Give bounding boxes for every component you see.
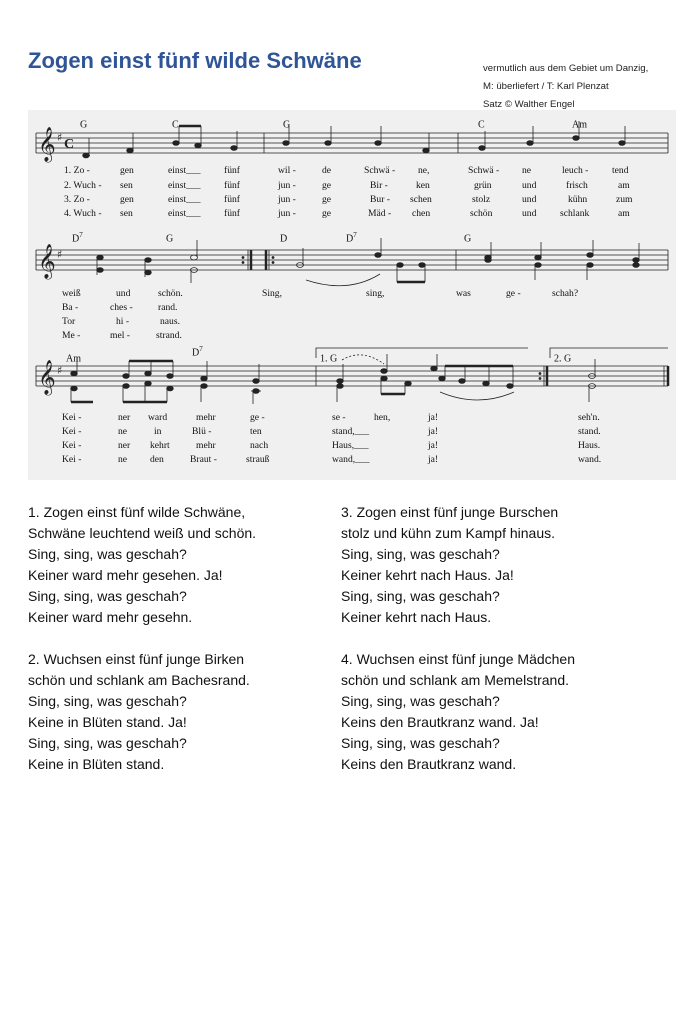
lyric-syllable: frisch xyxy=(566,180,588,191)
chord-symbol: D xyxy=(280,233,288,245)
lyric-syllable: ner xyxy=(118,412,131,423)
lyric-syllable: stand. xyxy=(578,426,601,437)
verse-2 xyxy=(28,649,250,775)
verse-line: Sing, sing, was geschah? xyxy=(28,588,187,604)
lyric-syllable: chen xyxy=(412,208,431,219)
lyric-syllable: schön. xyxy=(158,288,183,299)
lyric-syllable: Ba - xyxy=(62,302,79,313)
lyric-syllable: 3. Zo - xyxy=(64,194,90,205)
chord-symbol: G xyxy=(80,119,88,131)
lyric-syllable: ge - xyxy=(506,288,521,299)
lyric-syllable: ner xyxy=(118,440,131,451)
lyric-syllable: fünf xyxy=(224,208,240,219)
lyric-row-verse-2 xyxy=(28,302,676,316)
verse-line: Keins den Brautkranz wand. xyxy=(341,756,517,772)
chord-symbol: $D^7$ xyxy=(192,345,203,359)
lyric-row-verse-1 xyxy=(28,288,676,302)
lyric-syllable: Mäd - xyxy=(368,208,392,219)
lyric-syllable: ja! xyxy=(428,426,439,437)
lyric-syllable: fünf xyxy=(224,180,240,191)
lyric-syllable: de xyxy=(322,165,332,176)
lyric-syllable: strand. xyxy=(156,330,182,341)
lyric-row-verse-3 xyxy=(28,316,676,330)
lyric-syllable: ge - xyxy=(250,412,265,423)
lyric-syllable: se - xyxy=(332,412,346,423)
lyric-syllable: sen xyxy=(120,208,133,219)
lyric-syllable: mehr xyxy=(196,440,216,451)
chord-symbol: $D^7$ xyxy=(346,231,357,245)
staff-system-1 xyxy=(28,110,676,228)
verse-line: 2. Wuchsen einst fünf junge Birken xyxy=(28,651,245,667)
svg-text:♯: ♯ xyxy=(57,131,63,144)
verse-1 xyxy=(28,502,256,628)
lyric-syllable: Kei - xyxy=(62,454,82,465)
lyric-syllable: ja! xyxy=(428,440,439,451)
verse-line: Sing, sing, was geschah? xyxy=(28,693,187,709)
lyric-syllable: hi - xyxy=(116,316,130,327)
svg-text:𝄞: 𝄞 xyxy=(38,244,56,279)
lyric-row-verse-3 xyxy=(28,194,676,208)
verse-line: Keiner kehrt nach Haus. xyxy=(341,609,492,625)
verse-line: Sing, sing, was geschah? xyxy=(341,693,500,709)
lyric-syllable: 4. Wuch - xyxy=(64,208,102,219)
lyric-syllable: strauß xyxy=(246,454,270,465)
lyric-syllable: Schwä - xyxy=(364,165,396,176)
lyric-syllable: ja! xyxy=(428,454,439,465)
credits-origin: vermutlich aus dem Gebiet um Danzig, xyxy=(483,63,649,74)
lyric-row-verse-1 xyxy=(28,412,676,426)
lyric-syllable: am xyxy=(618,208,630,219)
verse-line: Keiner ward mehr gesehn. xyxy=(28,609,193,625)
lyric-syllable: nach xyxy=(250,440,269,451)
credits xyxy=(483,60,678,114)
lyric-syllable: ge xyxy=(322,194,332,205)
credits-music-text: M: überliefert / T: Karl Plenzat xyxy=(483,81,609,92)
chord-symbol: Am xyxy=(572,119,587,131)
lyric-syllable: Bur - xyxy=(370,194,390,205)
lyric-syllable: einst___ xyxy=(168,194,201,205)
lyric-syllable: sen xyxy=(120,180,133,191)
lyric-syllable: kehrt xyxy=(150,440,170,451)
lyric-syllable: und xyxy=(522,194,537,205)
chord-symbol: G xyxy=(166,233,174,245)
lyric-row-verse-4 xyxy=(28,208,676,222)
chord-symbol: C xyxy=(478,119,485,131)
lyric-syllable: fünf xyxy=(224,165,240,176)
lyric-syllable: seh'n. xyxy=(578,412,600,423)
lyric-syllable: 2. Wuch - xyxy=(64,180,102,191)
lyric-syllable: schön xyxy=(470,208,493,219)
lyric-syllable: Sing, xyxy=(262,288,282,299)
verse-line: Keine in Blüten stand. xyxy=(28,756,165,772)
lyric-syllable: wil - xyxy=(278,165,296,176)
lyric-syllable: schah? xyxy=(552,288,579,299)
lyric-syllable: rand. xyxy=(158,302,178,313)
song-title: Zogen einst fünf wilde Schwäne xyxy=(28,48,362,73)
lyric-syllable: fünf xyxy=(224,194,240,205)
lyric-syllable: kühn xyxy=(568,194,588,205)
lyric-syllable: ne xyxy=(118,454,128,465)
verse-line: schön und schlank am Memelstrand. xyxy=(341,672,569,688)
staff-system-3 xyxy=(28,346,676,480)
lyric-syllable: und xyxy=(116,288,131,299)
lyric-syllable: Me - xyxy=(62,330,81,341)
lyric-syllable: ten xyxy=(250,426,262,437)
lyric-row-verse-4 xyxy=(28,330,676,344)
lyric-syllable: jun - xyxy=(278,180,296,191)
svg-text:♯: ♯ xyxy=(57,364,63,377)
lyric-syllable: Braut - xyxy=(190,454,217,465)
lyric-syllable: ne, xyxy=(418,165,430,176)
lyric-syllable: wand,___ xyxy=(332,454,370,465)
ending-1-label: 1. G xyxy=(320,353,338,365)
lyric-syllable: hen, xyxy=(374,412,391,423)
time-signature: C xyxy=(64,137,75,152)
lyric-syllable: Schwä - xyxy=(468,165,500,176)
lyric-syllable: einst___ xyxy=(168,165,201,176)
svg-text:𝄞: 𝄞 xyxy=(38,360,56,395)
lyric-row-verse-2 xyxy=(28,180,676,194)
verse-line: Sing, sing, was geschah? xyxy=(341,546,500,562)
verse-line: Keiner kehrt nach Haus. Ja! xyxy=(341,567,514,583)
lyric-syllable: Kei - xyxy=(62,412,82,423)
chord-symbol: Am xyxy=(66,353,81,365)
verse-4 xyxy=(341,649,575,775)
lyric-syllable: am xyxy=(618,180,630,191)
chord-symbol: G xyxy=(464,233,472,245)
lyric-syllable: einst___ xyxy=(168,180,201,191)
ending-2-label: 2. G xyxy=(554,353,572,365)
lyric-syllable: ken xyxy=(416,180,430,191)
lyric-syllable: naus. xyxy=(160,316,180,327)
lyric-syllable: ne xyxy=(118,426,128,437)
lyric-syllable: schlank xyxy=(560,208,590,219)
lyric-syllable: jun - xyxy=(278,194,296,205)
lyric-syllable: tend xyxy=(612,165,629,176)
lyric-syllable: ches - xyxy=(110,302,133,313)
credits-arrangement: Satz © Walther Engel xyxy=(483,99,575,110)
lyric-row-verse-4 xyxy=(28,454,676,468)
staff-system-2 xyxy=(28,228,676,346)
lyric-syllable: gen xyxy=(120,165,134,176)
lyric-syllable: grün xyxy=(474,180,492,191)
lyric-syllable: Tor xyxy=(62,316,76,327)
verse-line: 1. Zogen einst fünf wilde Schwäne, xyxy=(28,504,246,520)
lyric-syllable: Haus. xyxy=(578,440,601,451)
lyric-syllable: stand,___ xyxy=(332,426,370,437)
verse-line: 3. Zogen einst fünf junge Burschen xyxy=(341,504,559,520)
verse-line: stolz und kühn zum Kampf hinaus. xyxy=(341,525,556,541)
chord-symbol: $D^7$ xyxy=(72,231,83,245)
verse-line: Sing, sing, was geschah? xyxy=(341,735,500,751)
verse-line: Keine in Blüten stand. Ja! xyxy=(28,714,187,730)
verse-line: Keiner ward mehr gesehen. Ja! xyxy=(28,567,223,583)
lyric-syllable: Kei - xyxy=(62,440,82,451)
chord-symbol: G xyxy=(283,119,291,131)
lyric-syllable: in xyxy=(154,426,162,437)
lyric-syllable: einst___ xyxy=(168,208,201,219)
lyric-syllable: mel - xyxy=(110,330,130,341)
lyric-syllable: ja! xyxy=(428,412,439,423)
lyric-syllable: 1. Zo - xyxy=(64,165,90,176)
lyric-syllable: was xyxy=(456,288,471,299)
lyric-syllable: zum xyxy=(616,194,633,205)
verse-line: 4. Wuchsen einst fünf junge Mädchen xyxy=(341,651,576,667)
lyric-syllable: jun - xyxy=(278,208,296,219)
lyric-syllable: ge xyxy=(322,180,332,191)
lyric-syllable: wand. xyxy=(578,454,602,465)
lyric-syllable: Haus,___ xyxy=(332,440,369,451)
lyric-syllable: ne xyxy=(522,165,532,176)
verse-line: Sing, sing, was geschah? xyxy=(28,735,187,751)
lyric-syllable: stolz xyxy=(472,194,491,205)
verse-line: schön und schlank am Bachesrand. xyxy=(28,672,250,688)
lyric-syllable: den xyxy=(150,454,164,465)
lyric-syllable: leuch - xyxy=(562,165,589,176)
lyric-syllable: und xyxy=(522,208,537,219)
lyric-syllable: sing, xyxy=(366,288,385,299)
verse-line: Schwäne leuchtend weiß und schön. xyxy=(28,525,257,541)
lyric-syllable: Blü - xyxy=(192,426,212,437)
verse-3 xyxy=(341,502,558,628)
chord-symbol: C xyxy=(172,119,179,131)
lyric-syllable: gen xyxy=(120,194,134,205)
lyric-syllable: und xyxy=(522,180,537,191)
lyric-syllable: mehr xyxy=(196,412,216,423)
svg-text:♯: ♯ xyxy=(57,248,63,261)
lyric-syllable: ge xyxy=(322,208,332,219)
lyric-row-verse-2 xyxy=(28,426,676,440)
lyric-syllable: ward xyxy=(148,412,168,423)
verse-line: Sing, sing, was geschah? xyxy=(28,546,187,562)
verse-line: Sing, sing, was geschah? xyxy=(341,588,500,604)
lyric-syllable: weiß xyxy=(62,288,81,299)
svg-text:𝄞: 𝄞 xyxy=(38,127,56,162)
lyric-syllable: schen xyxy=(410,194,432,205)
sheet-music xyxy=(28,110,676,480)
lyric-row-verse-1 xyxy=(28,165,676,179)
verse-line: Keins den Brautkranz wand. Ja! xyxy=(341,714,539,730)
lyric-row-verse-3 xyxy=(28,440,676,454)
lyric-syllable: Kei - xyxy=(62,426,82,437)
lyric-syllable: Bir - xyxy=(370,180,388,191)
